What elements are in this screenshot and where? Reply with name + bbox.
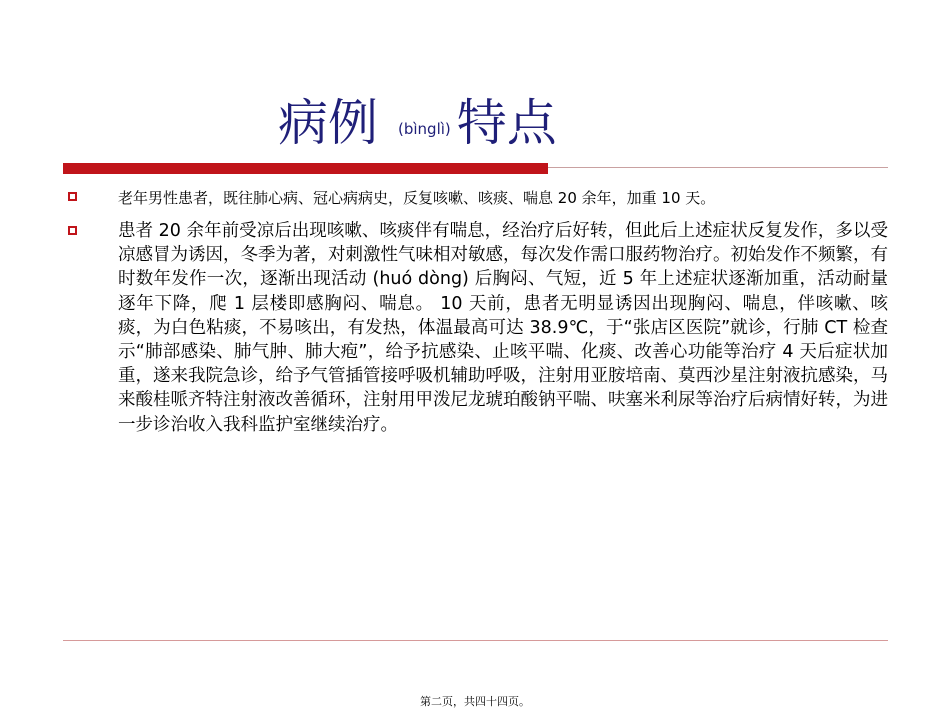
bullet-item bbox=[68, 187, 888, 209]
page-footer: 第二页，共四十四页。 bbox=[420, 695, 530, 708]
bullet-item bbox=[68, 219, 888, 437]
title-underline-bar bbox=[63, 163, 548, 174]
title-underline-thin bbox=[548, 167, 888, 168]
footer-divider bbox=[63, 640, 888, 641]
square-bullet-icon bbox=[68, 192, 77, 201]
bullet-text: 老年男性患者，既往肺心病、冠心病病史，反复咳嗽、咳痰、喘息 20 余年，加重 10 天。 bbox=[118, 189, 716, 207]
square-bullet-icon bbox=[68, 226, 77, 235]
bullet-text: 患者 20 余年前受凉后出现咳嗽、咳痰伴有喘息，经治疗后好转，但此后上述症状反复发作，多以受凉感冒为诱因，冬季为著，对刺激性气味相对敏感，每次发作需口服药物治疗。初始发作不频繁，有时数年发作一次，逐渐出现活动 (huó dòng) 后胸闷、气短，近 5 年上述症状逐渐加重，活动耐量逐年下降，爬 1 层楼即感胸闷、喘息。 10 天前，患者无明显诱因出现胸闷、喘息，伴咳嗽、咳痰，为白色粘痰，不易咳出，有发热，体温最高可达 38.9℃，于“张店区医院”就诊，行肺 CT 检查示“肺部感染、肺气肿、肺大疱”，给予抗感染、止咳平喘、化痰、改善心功能等治疗 4 天后症状加重，遂来我院急诊，给予气管插管接呼吸机辅助呼吸，注射用亚胺培南、莫西沙星注射液抗感染，马来酸桂哌齐特注射液改善循环，注射用甲泼尼龙琥珀酸钠平喘、呋塞米利尿等治疗后病情好转，为进一步诊治收入我科监护室继续治疗。 bbox=[118, 221, 888, 435]
title-pinyin: (bìnglì) bbox=[398, 120, 451, 138]
bullet-list bbox=[68, 187, 888, 437]
title-part-1: 病例 bbox=[278, 94, 378, 152]
slide-title bbox=[278, 88, 557, 158]
title-part-2: 特点 bbox=[456, 94, 557, 152]
